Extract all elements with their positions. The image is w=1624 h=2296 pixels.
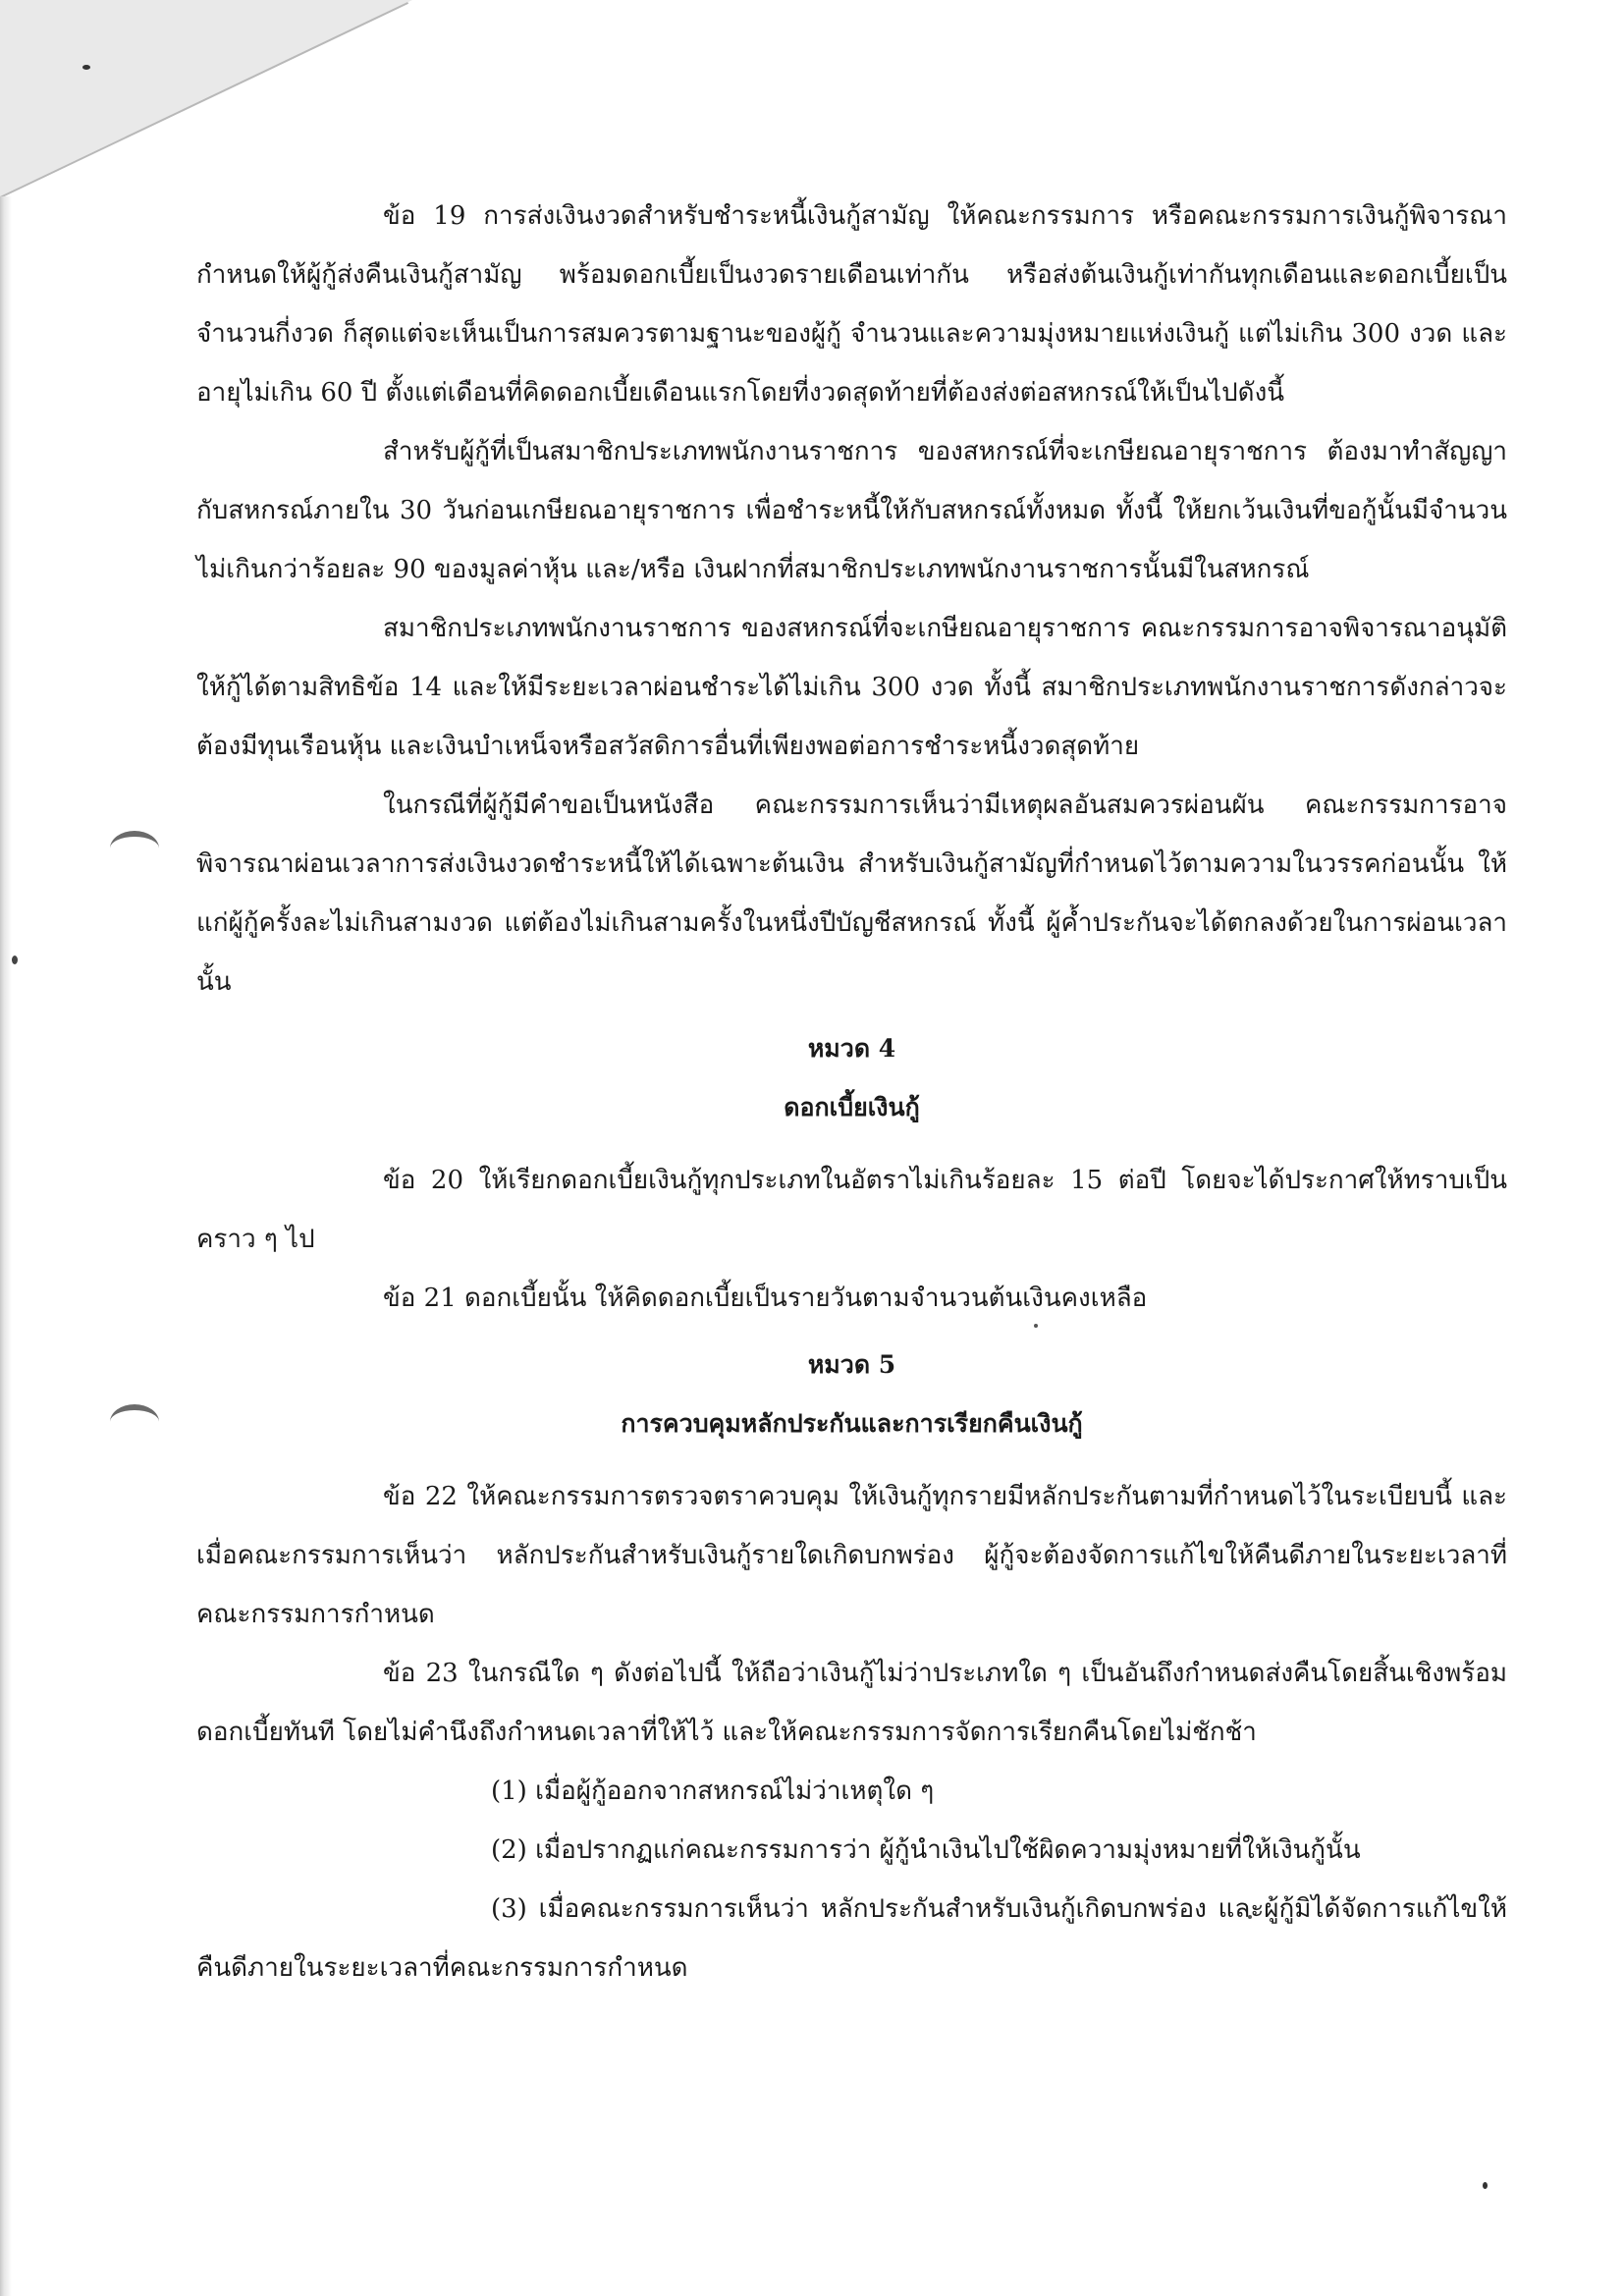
section-22-paragraph: ข้อ 22 ให้คณะกรรมการตรวจตราควบคุม ให้เงินกู้ทุกรายมีหลักประกันตามที่กำหนดไว้ในระเบียบนี้ และเมื่อคณะกรรมการเห็นว่า หลักประกันสำหรับเงินกู้รายใดเกิดบกพร่อง ผู้กู้จะต้องจัดการแก้ไขให้คืนดีภายในระยะเวลาที่คณะกรรมการกำหนด [196, 1482, 1507, 1629]
section-20-paragraph: ข้อ 20 ให้เรียกดอกเบี้ยเงินกู้ทุกประเภทในอัตราไม่เกินร้อยละ 15 ต่อปี โดยจะได้ประกาศให้ทราบเป็นคราว ๆ ไป [196, 1166, 1507, 1254]
section-23-paragraph: ข้อ 23 ในกรณีใด ๆ ดังต่อไปนี้ ให้ถือว่าเงินกู้ไม่ว่าประเภทใด ๆ เป็นอันถึงกำหนดส่งคืนโดยสิ้นเชิงพร้อมดอกเบี้ยทันที โดยไม่คำนึงถึงกำหนดเวลาที่ให้ไว้ และให้คณะกรรมการจัดการเรียกคืนโดยไม่ชักช้า [196, 1659, 1507, 1747]
scan-speck [12, 956, 18, 964]
section-21-paragraph: ข้อ 21 ดอกเบี้ยนั้น ให้คิดดอกเบี้ยเป็นรายวันตามจำนวนต้นเงินคงเหลือ [383, 1284, 1148, 1313]
chapter-5-number: หมวด 5 [807, 1350, 896, 1379]
section-19-paragraph-1: ข้อ 19 การส่งเงินงวดสำหรับชำระหนี้เงินกู้สามัญ ให้คณะกรรมการ หรือคณะกรรมการเงินกู้พิจารณากำหนดให้ผู้กู้ส่งคืนเงินกู้สามัญ พร้อมดอกเบี้ยเป็นงวดรายเดือนเท่ากัน หรือส่งต้นเงินกู้เท่ากันทุกเดือนและดอกเบี้ยเป็นจำนวนกี่งวด ก็สุดแต่จะเห็นเป็นการสมควรตามฐานะของผู้กู้ จำนวนและความมุ่งหมายแห่งเงินกู้ แต่ไม่เกิน 300 งวด และอายุไม่เกิน 60 ปี ตั้งแต่เดือนที่คิดดอกเบี้ยเดือนแรกโดยที่งวดสุดท้ายที่ต้องส่งต่อสหกรณ์ให้เป็นไปดังนี้ [196, 201, 1507, 408]
document-body [196, 187, 1507, 1997]
scan-speck [1483, 2182, 1488, 2189]
section-19-paragraph-2: สำหรับผู้กู้ที่เป็นสมาชิกประเภทพนักงานราชการ ของสหกรณ์ที่จะเกษียณอายุราชการ ต้องมาทำสัญญากับสหกรณ์ภายใน 30 วันก่อนเกษียณอายุราชการ เพื่อชำระหนี้ให้กับสหกรณ์ทั้งหมด ทั้งนี้ ให้ยกเว้นเงินที่ขอกู้นั้นมีจำนวนไม่เกินกว่าร้อยละ 90 ของมูลค่าหุ้น และ/หรือ เงินฝากที่สมาชิกประเภทพนักงานราชการนั้นมีในสหกรณ์ [196, 437, 1507, 584]
section-23-item-2: (2) เมื่อปรากฏแก่คณะกรรมการว่า ผู้กู้นำเงินไปใช้ผิดความมุ่งหมายที่ให้เงินกู้นั้น [491, 1835, 1361, 1865]
section-23-item-3: (3) เมื่อคณะกรรมการเห็นว่า หลักประกันสำหรับเงินกู้เกิดบกพร่อง และผู้กู้มิได้จัดการแก้ไขให้คืนดีภายในระยะเวลาที่คณะกรรมการกำหนด [196, 1894, 1507, 1983]
section-19-paragraph-3: สมาชิกประเภทพนักงานราชการ ของสหกรณ์ที่จะเกษียณอายุราชการ คณะกรรมการอาจพิจารณาอนุมัติให้กู้ได้ตามสิทธิข้อ 14 และให้มีระยะเวลาผ่อนชำระได้ไม่เกิน 300 งวด ทั้งนี้ สมาชิกประเภทพนักงานราชการดังกล่าวจะต้องมีทุนเรือนหุ้น และเงินบำเหน็จหรือสวัสดิการอื่นที่เพียงพอต่อการชำระหนี้งวดสุดท้าย [196, 614, 1507, 761]
chapter-5-title: การควบคุมหลักประกันและการเรียกคืนเงินกู้ [621, 1409, 1083, 1438]
punch-hole-mark [110, 831, 159, 866]
section-19-paragraph-4: ในกรณีที่ผู้กู้มีคำขอเป็นหนังสือ คณะกรรมการเห็นว่ามีเหตุผลอันสมควรผ่อนผัน คณะกรรมการอาจพิจารณาผ่อนเวลาการส่งเงินงวดชำระหนี้ให้ได้เฉพาะต้นเงิน สำหรับเงินกู้สามัญที่กำหนดไว้ตามความในวรรคก่อนนั้น ให้แก่ผู้กู้ครั้งละไม่เกินสามงวด แต่ต้องไม่เกินสามครั้งในหนึ่งปีบัญชีสหกรณ์ ทั้งนี้ ผู้ค้ำประกันจะได้ตกลงด้วยในการผ่อนเวลานั้น [196, 791, 1507, 997]
section-23-item-1: (1) เมื่อผู้กู้ออกจากสหกรณ์ไม่ว่าเหตุใด ๆ [491, 1777, 935, 1806]
scan-speck [82, 65, 90, 70]
scan-edge-shadow [0, 196, 12, 2296]
chapter-4-title: ดอกเบี้ยเงินกู้ [784, 1093, 920, 1121]
punch-hole-mark [110, 1404, 159, 1440]
chapter-4-number: หมวด 4 [807, 1034, 896, 1063]
